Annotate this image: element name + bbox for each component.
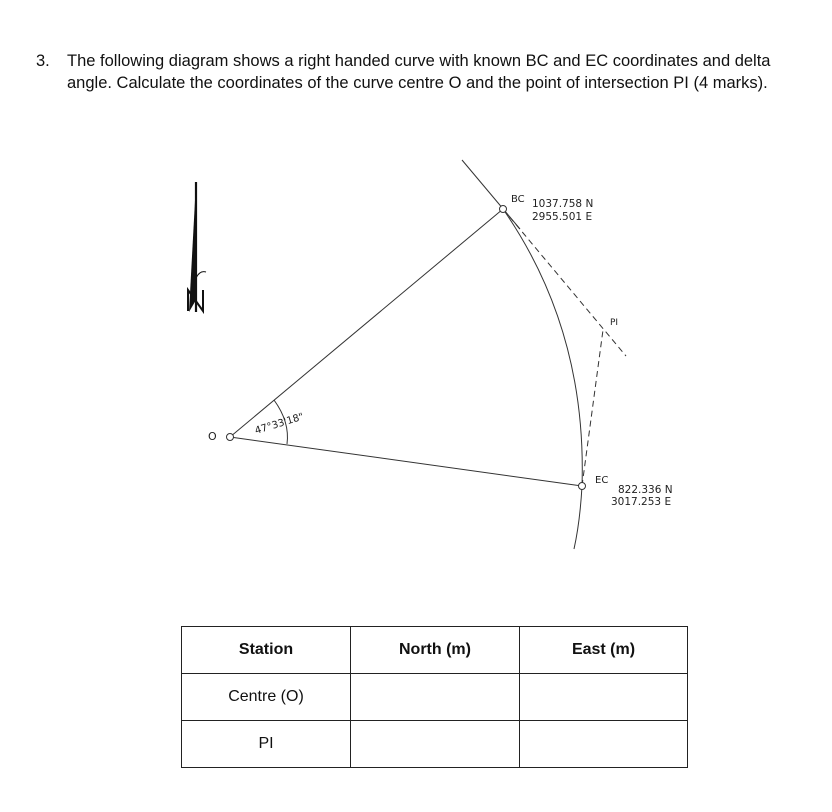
row-east-input[interactable] (520, 674, 688, 721)
label-bc-east: 2955.501 E (532, 211, 593, 223)
label-ec-north: 822.336 N (618, 484, 673, 496)
question-number: 3. (36, 52, 50, 70)
label-bc: BC (511, 194, 525, 205)
header-east: East (m) (520, 627, 688, 674)
row-station: PI (182, 721, 351, 768)
row-east-input[interactable] (520, 721, 688, 768)
point-ec (579, 483, 586, 490)
header-station: Station (182, 627, 351, 674)
label-pi: PI (610, 318, 619, 328)
question-text: The following diagram shows a right handed curve with known BC and EC coordinates and delta angle. Calculate the coordinates of the curve centre O and the point of intersection PI (4 marks). (67, 52, 771, 92)
row-north-input[interactable] (351, 674, 520, 721)
label-ec: EC (595, 475, 609, 486)
header-north: North (m) (351, 627, 520, 674)
radius-line-bc (230, 209, 503, 437)
answer-table (181, 626, 688, 768)
label-bc-north: 1037.758 N (532, 198, 594, 210)
table-row (182, 721, 688, 768)
tangent-ec-pi (582, 330, 603, 486)
table-row (182, 674, 688, 721)
tangent-bc-pi (503, 209, 626, 356)
table-header-row (182, 627, 688, 674)
row-station: Centre (O) (182, 674, 351, 721)
label-delta-angle: 47°33'18" (253, 411, 306, 437)
point-o (227, 434, 234, 441)
point-bc (500, 206, 507, 213)
radius-line-ec (230, 437, 582, 486)
north-arrow-icon (188, 182, 206, 312)
circular-curve (503, 209, 582, 549)
row-north-input[interactable] (351, 721, 520, 768)
label-o: O (208, 430, 217, 443)
label-ec-east: 3017.253 E (611, 496, 672, 508)
